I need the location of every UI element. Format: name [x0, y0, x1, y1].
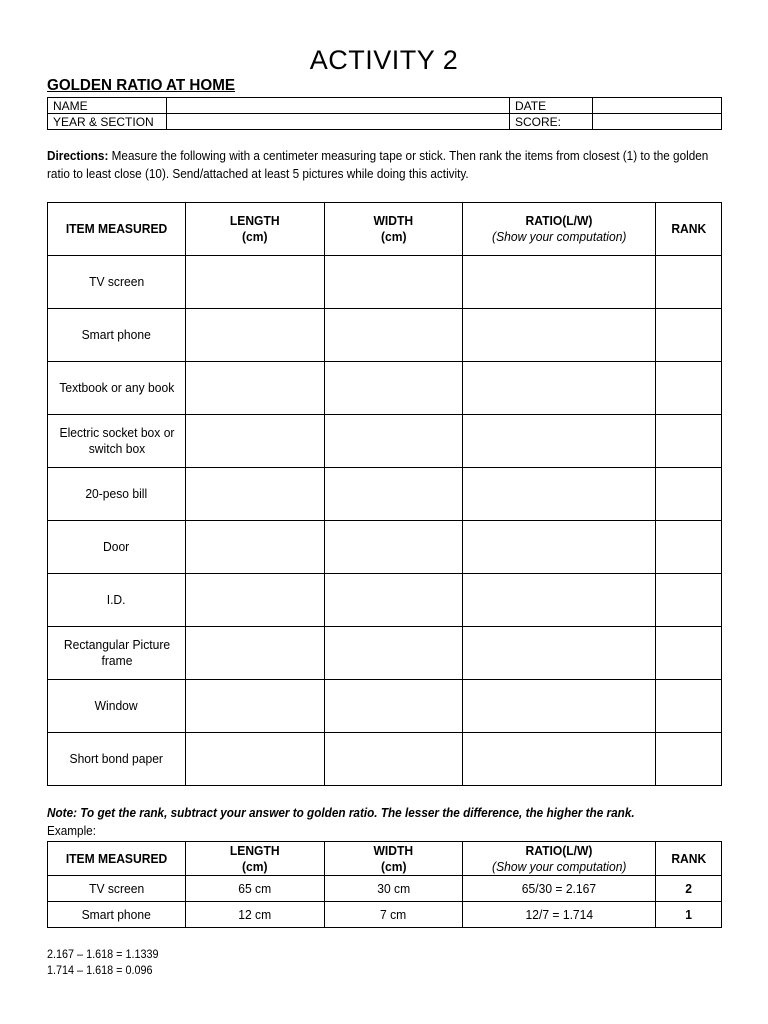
date-field[interactable]: [593, 98, 722, 114]
item-name-cell: Rectangular Picture frame: [48, 627, 186, 680]
header-rank: RANK: [656, 203, 722, 256]
measurement-row: [48, 309, 722, 362]
measurement-table: [47, 202, 722, 786]
item-name-cell: Window: [48, 680, 186, 733]
rank-note: Note: To get the rank, subtract your answer to golden ratio. The lesser the difference, the higher the rank.: [47, 806, 635, 820]
item-name-cell: Short bond paper: [48, 733, 186, 786]
ratio-input-cell[interactable]: [463, 680, 656, 733]
example-label: Example:: [47, 824, 96, 838]
example-length: 12 cm: [186, 902, 325, 928]
example-header-width: WIDTH (cm): [325, 842, 463, 876]
score-label: SCORE:: [510, 114, 593, 130]
width-input-cell[interactable]: [325, 733, 463, 786]
ratio-input-cell[interactable]: [463, 362, 656, 415]
item-name-cell: 20-peso bill: [48, 468, 186, 521]
width-input-cell[interactable]: [325, 309, 463, 362]
length-input-cell[interactable]: [186, 256, 325, 309]
example-ratio: 65/30 = 2.167: [463, 876, 656, 902]
ratio-input-cell[interactable]: [463, 574, 656, 627]
rank-input-cell[interactable]: [656, 733, 722, 786]
calculation-line: 1.714 – 1.618 = 0.096: [47, 965, 153, 977]
name-label: NAME: [48, 98, 167, 114]
score-field[interactable]: [593, 114, 722, 130]
width-input-cell[interactable]: [325, 256, 463, 309]
rank-input-cell[interactable]: [656, 415, 722, 468]
measurement-row: [48, 733, 722, 786]
measurement-row: [48, 680, 722, 733]
example-row: [48, 876, 722, 902]
year-section-label: YEAR & SECTION: [48, 114, 167, 130]
example-length: 65 cm: [186, 876, 325, 902]
width-input-cell[interactable]: [325, 468, 463, 521]
year-section-field[interactable]: [167, 114, 510, 130]
measurement-row: [48, 256, 722, 309]
example-rank: 1: [656, 902, 722, 928]
length-input-cell[interactable]: [186, 680, 325, 733]
length-input-cell[interactable]: [186, 415, 325, 468]
length-input-cell[interactable]: [186, 468, 325, 521]
example-table-header: [48, 842, 722, 876]
measurement-table-header: [48, 203, 722, 256]
ratio-input-cell[interactable]: [463, 733, 656, 786]
item-name-cell: I.D.: [48, 574, 186, 627]
width-input-cell[interactable]: [325, 574, 463, 627]
rank-input-cell[interactable]: [656, 468, 722, 521]
rank-input-cell[interactable]: [656, 627, 722, 680]
example-item: TV screen: [48, 876, 186, 902]
length-input-cell[interactable]: [186, 362, 325, 415]
rank-input-cell[interactable]: [656, 362, 722, 415]
length-input-cell[interactable]: [186, 574, 325, 627]
example-ratio: 12/7 = 1.714: [463, 902, 656, 928]
name-field[interactable]: [167, 98, 510, 114]
item-name-cell: Smart phone: [48, 309, 186, 362]
width-input-cell[interactable]: [325, 521, 463, 574]
directions-text: Measure the following with a centimeter measuring tape or stick. Then rank the items from closest (1) to the golden ratio to least close (10). Send/attached at least 5 pictures while doing this activity.: [47, 149, 709, 181]
measurement-row: [48, 362, 722, 415]
item-name-cell: TV screen: [48, 256, 186, 309]
item-name-cell: Door: [48, 521, 186, 574]
item-name-cell: Textbook or any book: [48, 362, 186, 415]
ratio-input-cell[interactable]: [463, 415, 656, 468]
page-title: ACTIVITY 2: [309, 45, 459, 75]
ratio-input-cell[interactable]: [463, 627, 656, 680]
example-item: Smart phone: [48, 902, 186, 928]
ratio-input-cell[interactable]: [463, 468, 656, 521]
ratio-input-cell[interactable]: [463, 256, 656, 309]
rank-input-cell[interactable]: [656, 521, 722, 574]
example-row: [48, 902, 722, 928]
header-length: LENGTH (cm): [186, 203, 325, 256]
calculation-line: 2.167 – 1.618 = 1.1339: [47, 949, 159, 961]
directions-paragraph: [47, 147, 723, 183]
page-subtitle: GOLDEN RATIO AT HOME: [47, 77, 236, 94]
measurement-row: [48, 415, 722, 468]
width-input-cell[interactable]: [325, 627, 463, 680]
measurement-row: [48, 627, 722, 680]
student-info-table: [47, 97, 722, 130]
example-width: 30 cm: [325, 876, 463, 902]
directions-lead: Directions:: [47, 149, 109, 163]
length-input-cell[interactable]: [186, 733, 325, 786]
header-width: WIDTH (cm): [325, 203, 463, 256]
example-calculations: [47, 947, 159, 979]
example-header-item-measured: ITEM MEASURED: [48, 842, 186, 876]
example-rank: 2: [656, 876, 722, 902]
length-input-cell[interactable]: [186, 521, 325, 574]
measurement-row: [48, 574, 722, 627]
length-input-cell[interactable]: [186, 309, 325, 362]
item-name-cell: Electric socket box or switch box: [48, 415, 186, 468]
measurement-row: [48, 521, 722, 574]
rank-input-cell[interactable]: [656, 680, 722, 733]
rank-input-cell[interactable]: [656, 309, 722, 362]
width-input-cell[interactable]: [325, 362, 463, 415]
example-header-length: LENGTH (cm): [186, 842, 325, 876]
example-header-rank: RANK: [656, 842, 722, 876]
ratio-input-cell[interactable]: [463, 309, 656, 362]
rank-input-cell[interactable]: [656, 256, 722, 309]
header-ratio: RATIO(L/W) (Show your computation): [463, 203, 656, 256]
width-input-cell[interactable]: [325, 415, 463, 468]
example-header-ratio: RATIO(L/W) (Show your computation): [463, 842, 656, 876]
header-item-measured: ITEM MEASURED: [48, 203, 186, 256]
example-width: 7 cm: [325, 902, 463, 928]
length-input-cell[interactable]: [186, 627, 325, 680]
example-table: [47, 841, 722, 928]
measurement-row: [48, 468, 722, 521]
date-label: DATE: [510, 98, 593, 114]
rank-input-cell[interactable]: [656, 574, 722, 627]
width-input-cell[interactable]: [325, 680, 463, 733]
ratio-input-cell[interactable]: [463, 521, 656, 574]
